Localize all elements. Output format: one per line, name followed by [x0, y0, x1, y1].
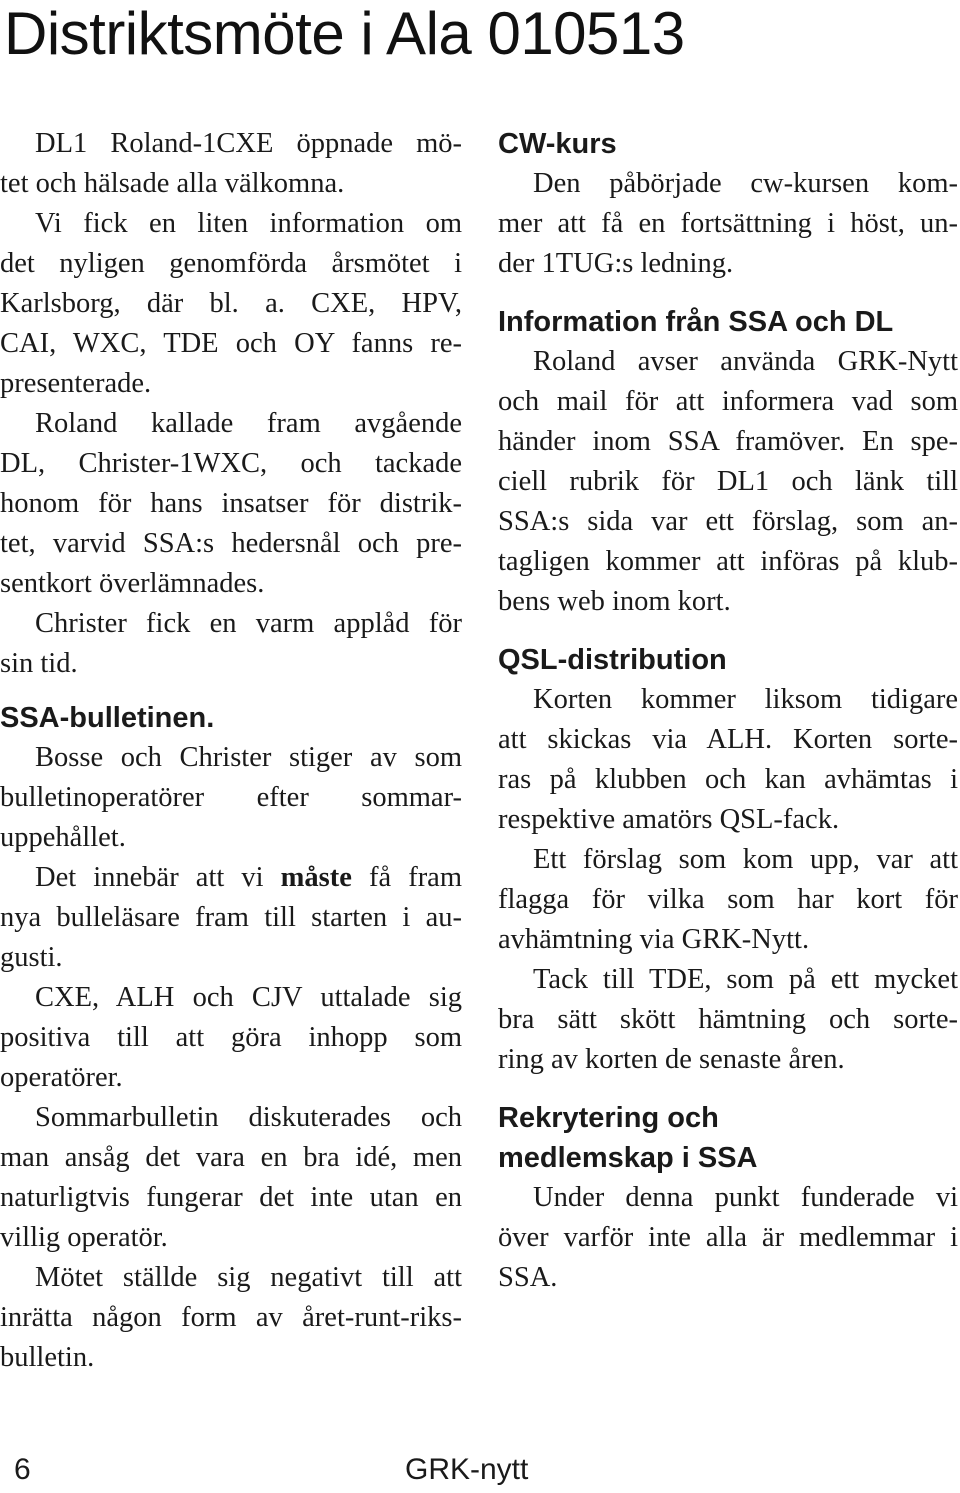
text-line: Roland kallade fram avgående [35, 408, 462, 439]
section-heading-info: Information från SSA och DL [498, 306, 894, 338]
text-line: Den påbörjade cw-kursen kom- [533, 168, 958, 199]
text-line: tet, varvid SSA:s hedersnål och pre- [0, 528, 462, 559]
text-line: ring av korten de senaste åren. [498, 1044, 845, 1075]
text-line: tagligen kommer att införas på klub- [498, 546, 958, 577]
text-line: det nyligen genomförda årsmötet i [0, 248, 462, 279]
text-line: presenterade. [0, 368, 152, 399]
text-line: avhämtning via GRK-Nytt. [498, 924, 810, 955]
text-run: Det innebär att vi [35, 862, 281, 893]
text-line: uppehållet. [0, 822, 126, 853]
left-column [0, 124, 462, 1378]
text-line: mer att få en fortsättning i höst, un- [498, 208, 958, 239]
text-line: att skickas via ALH. Korten sorte- [498, 724, 958, 755]
section-heading-qsl: QSL-distribution [498, 644, 727, 676]
text-line: SSA. [498, 1262, 558, 1293]
section-heading-recruitment-line2: medlemskap i SSA [498, 1142, 758, 1174]
text-line: SSA:s sida var ett förslag, som an- [498, 506, 958, 537]
section-heading-bulletin: SSA-bulletinen. [0, 702, 215, 734]
text-line: naturligtvis fungerar det inte utan en [0, 1182, 462, 1213]
paragraph-qsl-1 [498, 680, 958, 840]
text-line: över varför inte alla är medlemmar i [498, 1222, 958, 1253]
paragraph-cw [498, 164, 958, 284]
text-line [0, 858, 462, 898]
text-line: tet och hälsade alla välkomna. [0, 168, 345, 199]
text-line: CAI, WXC, TDE och OY fanns re- [0, 328, 462, 359]
text-line: bulletinoperatörer efter sommar- [0, 782, 462, 813]
text-line: respektive amatörs QSL-fack. [498, 804, 840, 835]
text-line: bens web inom kort. [498, 586, 731, 617]
text-line: DL1 Roland-1CXE öppnade mö- [35, 128, 462, 159]
paragraph-year-round [0, 1258, 462, 1378]
page-number: 6 [14, 1453, 31, 1486]
paragraph-qsl-3 [498, 960, 958, 1080]
text-line: Under denna punkt funderade vi [533, 1182, 958, 1213]
paragraph-summer-bulletin [0, 1098, 462, 1258]
text-line: Mötet ställde sig negativt till att [35, 1262, 462, 1293]
text-line: honom för hans insatser för distrik- [0, 488, 462, 519]
emphasis-text: måste [280, 862, 352, 893]
paragraph-dl-thanks [0, 404, 462, 604]
text-run: få fram [351, 862, 462, 893]
paragraph-qsl-2 [498, 840, 958, 960]
text-line: Karlsborg, där bl. a. CXE, HPV, [0, 288, 462, 319]
text-line: bulletin. [0, 1342, 95, 1373]
paragraph-new-readers [0, 858, 462, 978]
paragraph-opening [0, 124, 462, 204]
text-line: sin tid. [0, 648, 78, 679]
text-line: Tack till TDE, som på ett mycket [533, 964, 958, 995]
publication-name: GRK-nytt [405, 1453, 529, 1486]
text-line: Bosse och Christer stiger av som [35, 742, 462, 773]
text-line: flagga för vilka som har kort för [498, 884, 958, 915]
text-line: Roland avser använda GRK-Nytt [533, 346, 958, 377]
section-heading-recruitment: Rekrytering och [498, 1102, 719, 1134]
paragraph-arsmote [0, 204, 462, 404]
text-line: sentkort överlämnades. [0, 568, 265, 599]
text-line: ras på klubben och kan avhämtas i [498, 764, 958, 795]
text-line: DL, Christer-1WXC, och tackade [0, 448, 462, 479]
text-line: händer inom SSA framöver. En spe- [498, 426, 958, 457]
text-line: operatörer. [0, 1062, 123, 1093]
text-line: nya bulleläsare fram till starten i au- [0, 902, 462, 933]
paragraph-recruitment [498, 1178, 958, 1298]
text-line: positiva till att göra inhopp som [0, 1022, 462, 1053]
text-line: och mail för att informera vad som [498, 386, 958, 417]
text-line: villig operatör. [0, 1222, 168, 1253]
paragraph-volunteers [0, 978, 462, 1098]
page-title: Distriktsmöte i Ala 010513 [4, 0, 685, 67]
text-line: ciell rubrik för DL1 och länk till [498, 466, 958, 497]
text-line: Korten kommer liksom tidigare [533, 684, 958, 715]
right-column [498, 124, 958, 1298]
text-line: inrätta någon form av året-runt-riks- [0, 1302, 462, 1333]
section-heading-cw: CW-kurs [498, 128, 617, 160]
paragraph-applause [0, 604, 462, 684]
text-line: gusti. [0, 942, 63, 973]
text-line: man ansåg det vara en bra idé, men [0, 1142, 462, 1173]
text-line: der 1TUG:s ledning. [498, 248, 734, 279]
text-line: Vi fick en liten information om [35, 208, 462, 239]
text-line: Christer fick en varm applåd för [35, 608, 462, 639]
text-line: Ett förslag som kom upp, var att [533, 844, 958, 875]
text-line: bra sätt skött hämtning och sorte- [498, 1004, 958, 1035]
text-line: Sommarbulletin diskuterades och [35, 1102, 462, 1133]
text-line: CXE, ALH och CJV uttalade sig [35, 982, 462, 1013]
paragraph-bulletin-operators [0, 738, 462, 858]
paragraph-info [498, 342, 958, 622]
